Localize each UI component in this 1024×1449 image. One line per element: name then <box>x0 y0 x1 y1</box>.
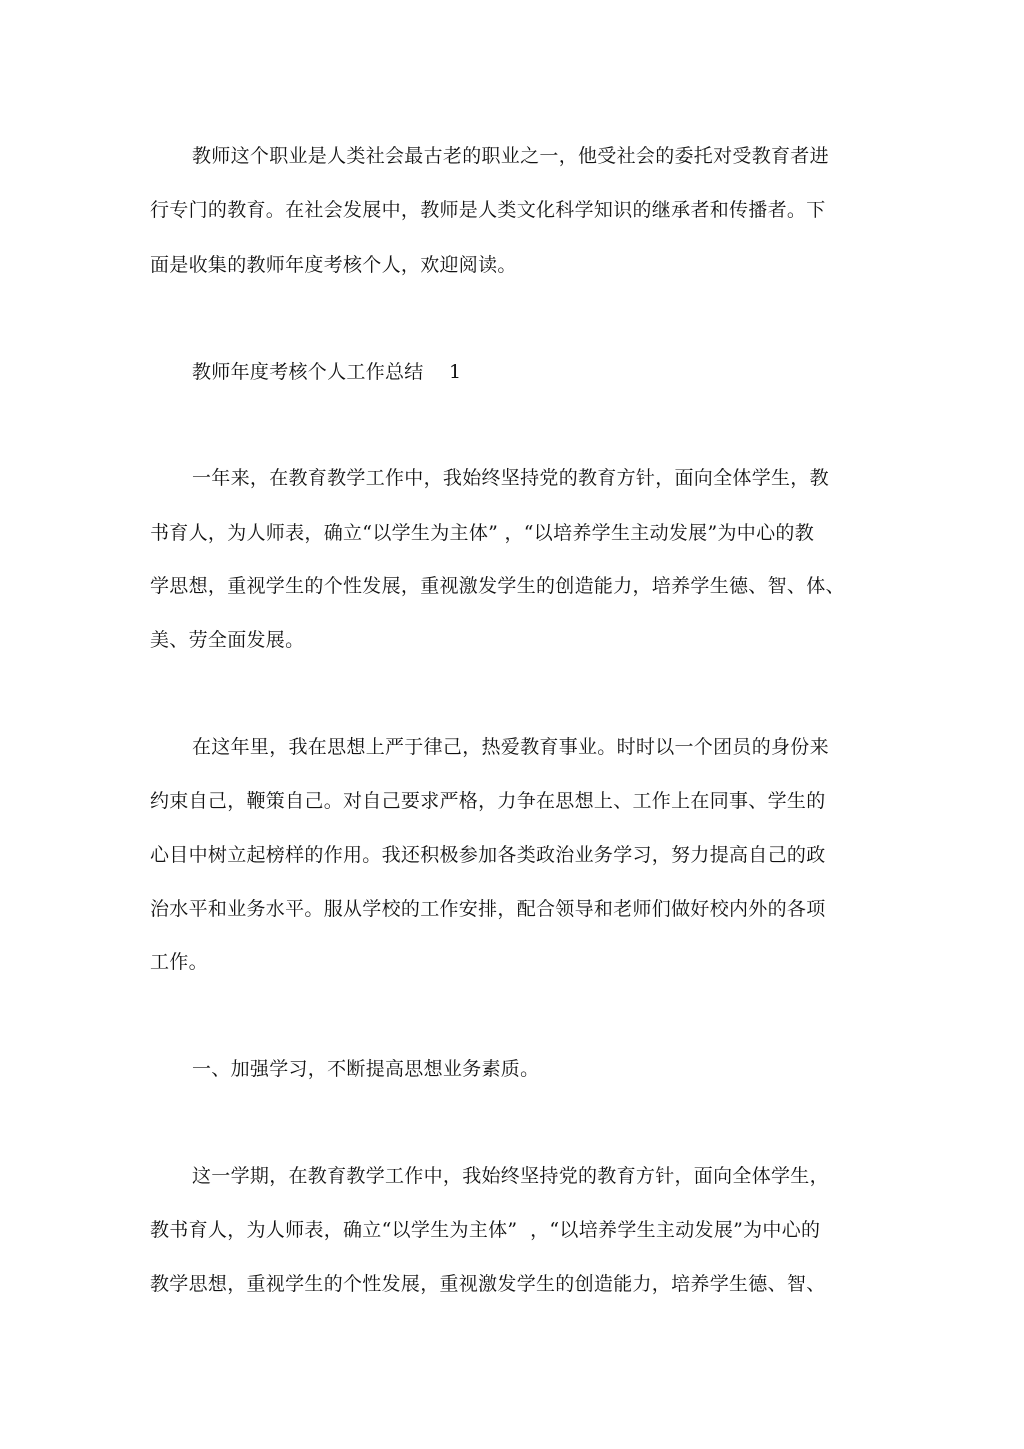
paragraph-line: 在这年里，我在思想上严于律己，热爱教育事业。时时以一个团员的身份来 <box>192 736 829 758</box>
section-title: 教师年度考核个人工作总结 1 <box>192 361 462 383</box>
paragraph-line: 学思想，重视学生的个性发展，重视激发学生的创造能力，培养学生德、智、体、 <box>150 575 845 597</box>
paragraph-line: 书育人，为人师表，确立“以学生为主体” ，“以培养学生主动发展”为中心的教 <box>150 522 814 544</box>
paragraph-line: 教学思想，重视学生的个性发展，重视激发学生的创造能力，培养学生德、智、 <box>150 1273 826 1295</box>
intro-line: 面是收集的教师年度考核个人，欢迎阅读。 <box>150 254 517 276</box>
section-heading: 一、加强学习，不断提高思想业务素质。 <box>192 1058 540 1080</box>
paragraph-line: 约束自己，鞭策自己。对自己要求严格，力争在思想上、工作上在同事、学生的 <box>150 790 826 812</box>
intro-line: 教师这个职业是人类社会最古老的职业之一，他受社会的委托对受教育者进 <box>192 145 829 167</box>
paragraph-line: 美、劳全面发展。 <box>150 629 305 651</box>
paragraph-line: 心目中树立起榜样的作用。我还积极参加各类政治业务学习，努力提高自己的政 <box>150 844 826 866</box>
paragraph-line: 一年来，在教育教学工作中，我始终坚持党的教育方针，面向全体学生，教 <box>192 467 829 489</box>
paragraph-line: 治水平和业务水平。服从学校的工作安排，配合领导和老师们做好校内外的各项 <box>150 898 826 920</box>
paragraph-line: 这一学期，在教育教学工作中，我始终坚持党的教育方针，面向全体学生， <box>192 1165 829 1187</box>
intro-line: 行专门的教育。在社会发展中，教师是人类文化科学知识的继承者和传播者。下 <box>150 199 826 221</box>
paragraph-line: 工作。 <box>150 951 208 973</box>
paragraph-line: 教书育人，为人师表，确立“以学生为主体” ，“以培养学生主动发展”为中心的 <box>150 1219 821 1241</box>
